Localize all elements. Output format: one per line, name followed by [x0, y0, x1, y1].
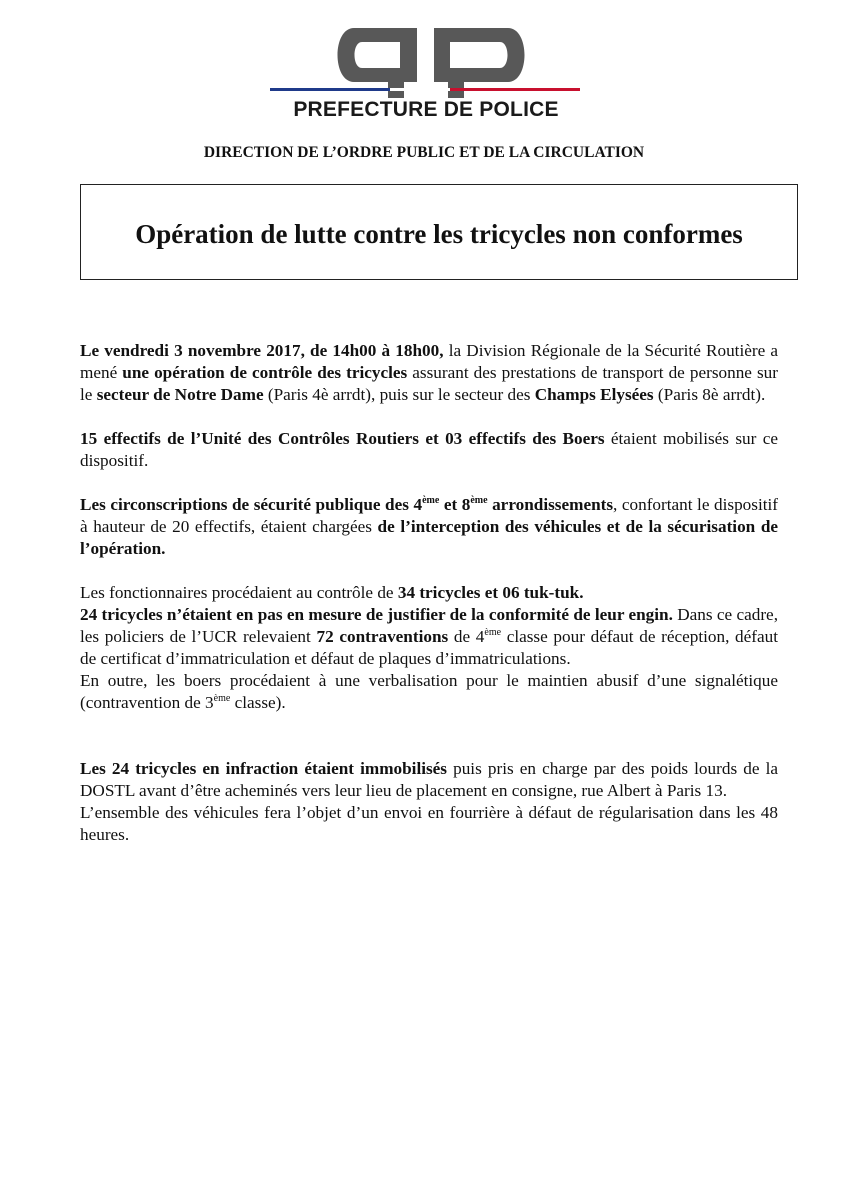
paragraph-8: L’ensemble des véhicules fera l’objet d’un envoi en fourrière à défaut de régularisation dans les 48 heures.	[80, 803, 778, 844]
paragraph-4: Les fonctionnaires procédaient au contrôle de 34 tricycles et 06 tuk-tuk.	[80, 583, 584, 602]
paragraph-2: 15 effectifs de l’Unité des Contrôles Routiers et 03 effectifs des Boers étaient mobilisés sur ce dispositif.	[80, 429, 778, 470]
paragraph-5: 24 tricycles n’étaient en pas en mesure de justifier de la conformité de leur engin. Dans ce cadre, les policiers de l’UCR relevaient 72 contraventions de 4ème classe pour défaut de réception, défaut de certificat d’immatriculation et défaut de plaques d’immatriculations.	[80, 605, 778, 668]
document-body	[80, 340, 778, 846]
paragraph-6: En outre, les boers procédaient à une verbalisation pour le maintien abusif d’une signalétique (contravention de 3ème classe).	[80, 671, 778, 712]
paragraph-7: Les 24 tricycles en infraction étaient immobilisés puis pris en charge par des poids lourds de la DOSTL avant d’être acheminés vers leur lieu de placement en consigne, rue Albert à Paris 13.	[80, 759, 778, 800]
flag-stripe-red	[450, 88, 580, 91]
title-box	[80, 184, 798, 280]
p1-date: Le vendredi 3 novembre 2017, de 14h00 à 18h00,	[80, 341, 444, 360]
flag-stripe-blue	[270, 88, 390, 91]
logo-text: PREFECTURE DE POLICE	[293, 98, 559, 121]
direction-heading: DIRECTION DE L’ORDRE PUBLIC ET DE LA CIRCULATION	[203, 144, 645, 161]
document-title: Opération de lutte contre les tricycles non conformes	[135, 219, 743, 249]
paragraph-3: Les circonscriptions de sécurité publique des 4ème et 8ème arrondissements, confortant le dispositif à hauteur de 20 effectifs, étaient chargées de l’interception des véhicules et de la sécurisation de l’opération.	[80, 495, 779, 558]
paragraph-1: Le vendredi 3 novembre 2017, de 14h00 à 18h00, la Division Régionale de la Sécurité Routière a mené une opération de contrôle des tricycles assurant des prestations de transport de personne sur le secteur de Notre Dame (Paris 4è arrdt), puis sur le secteur des Champs Elysées (Paris 8è arrdt).	[80, 341, 779, 404]
